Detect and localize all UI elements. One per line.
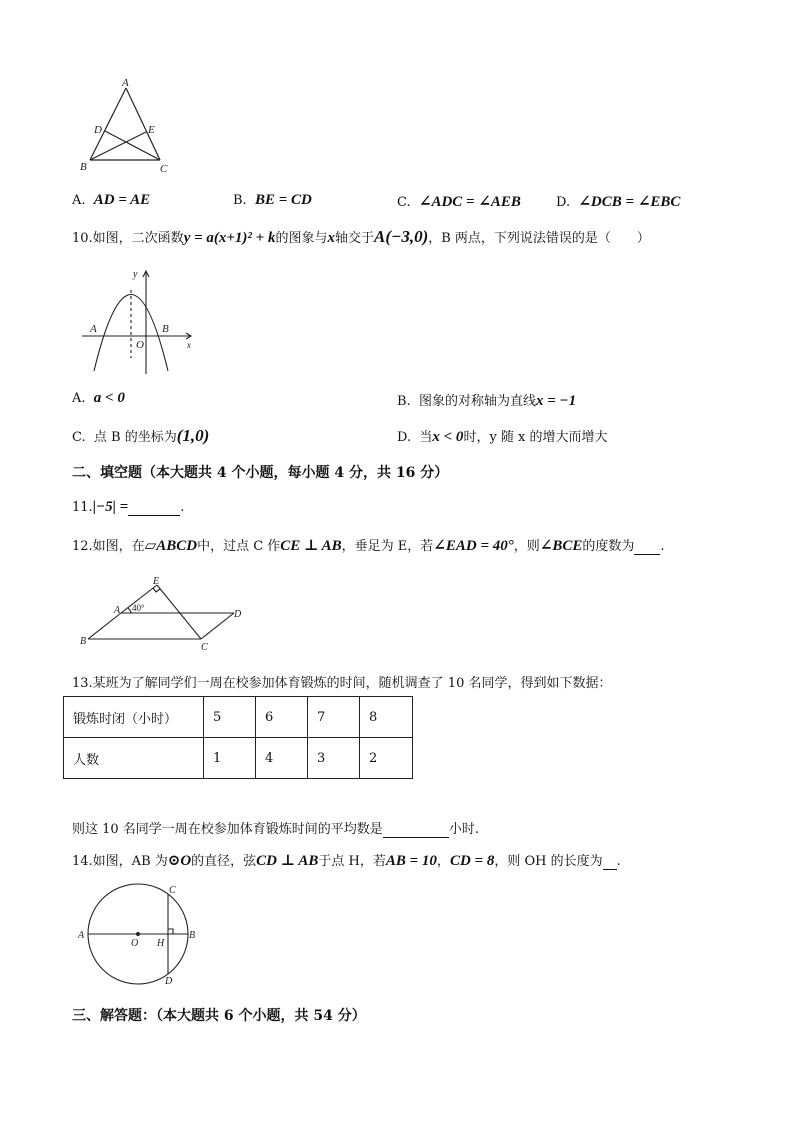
q9-option-a: A. AD = AE <box>72 192 151 208</box>
label-c: C <box>169 885 176 896</box>
label-b: B <box>189 930 196 941</box>
angle-label: 40° <box>132 603 145 613</box>
segment-ec <box>157 585 201 639</box>
side-ac <box>126 88 160 160</box>
label-y: y <box>133 269 138 280</box>
label-d: D <box>165 976 173 987</box>
question-14: 14.如图，AB 为⊙O的直径，弦CD ⊥ AB于点 H，若AB = 10，CD = 8，则 OH 的长度为 . <box>72 853 621 869</box>
label-a: A <box>122 77 129 89</box>
question-11: 11.|−5| = . <box>72 499 185 515</box>
label-d: D <box>94 124 102 136</box>
q10-option-b: B. 图象的对称轴为直线x = −1 <box>397 393 577 409</box>
label-e: E <box>148 124 155 136</box>
table-row: 人数 1 4 3 2 <box>64 738 413 779</box>
right-angle-mark <box>168 929 173 934</box>
answer-blank[interactable] <box>634 539 660 555</box>
parabola-figure <box>80 266 198 376</box>
answer-blank[interactable] <box>603 854 617 870</box>
center-point <box>136 932 140 936</box>
label-o: O <box>131 938 139 949</box>
q9-option-c: C. ∠ADC = ∠AEB <box>397 194 521 210</box>
question-13-ask: 则这 10 名同学一周在校参加体育锻炼时间的平均数是 小时. <box>72 822 479 837</box>
q10-option-d: D. 当x < 0时，y 随 x 的增大而增大 <box>397 429 608 445</box>
label-a: A <box>78 930 85 941</box>
label-b: B <box>80 161 87 173</box>
question-12: 12.如图，在▱ABCD中，过点 C 作CE ⊥ AB，垂足为 E，若∠EAD = 40°，则∠BCE的度数为 . <box>72 538 665 554</box>
q9-option-b: B. BE = CD <box>233 192 312 208</box>
label-a: A <box>90 323 97 335</box>
circle-figure <box>76 878 206 990</box>
question-13: 13.某班为了解同学们一周在校参加体育锻炼的时间，随机调查了 10 名同学，得到如下数据： <box>72 676 612 691</box>
label-b: B <box>162 323 169 335</box>
q10-option-a: A. a < 0 <box>72 390 125 406</box>
label-b: B <box>80 636 87 647</box>
angle-arc <box>128 608 131 613</box>
label-a: A <box>114 605 121 616</box>
section-2-heading: 二、填空题（本大题共 4 个小题，每小题 4 分，共 16 分） <box>72 465 449 481</box>
section-3-heading: 三、解答题：（本大题共 6 个小题，共 54 分） <box>72 1008 366 1024</box>
label-x: x <box>187 340 191 350</box>
question-10: 10.如图，二次函数y = a(x+1)² + k的图象与x轴交于A(−3,0)，B 两点，下列说法错误的是（ ） <box>72 227 650 246</box>
right-angle-mark <box>153 588 160 592</box>
segment-be <box>90 132 146 160</box>
exercise-time-table <box>63 696 413 779</box>
q10-option-c: C. 点 B 的坐标为(1,0) <box>72 426 210 445</box>
label-o: O <box>136 339 144 351</box>
side-ab <box>88 613 121 639</box>
answer-blank[interactable] <box>128 500 180 516</box>
label-c: C <box>160 163 168 175</box>
side-dc <box>201 613 234 639</box>
answer-blank[interactable] <box>383 822 449 838</box>
label-e: E <box>153 576 160 587</box>
table-row: 锻炼时闭（小时） 5 6 7 8 <box>64 697 413 738</box>
label-c: C <box>201 642 208 653</box>
parallelogram-figure <box>76 574 242 654</box>
q9-option-d: D. ∠DCB = ∠EBC <box>556 194 681 210</box>
label-h: H <box>157 938 165 949</box>
label-d: D <box>234 609 242 620</box>
triangle-figure <box>76 74 176 180</box>
